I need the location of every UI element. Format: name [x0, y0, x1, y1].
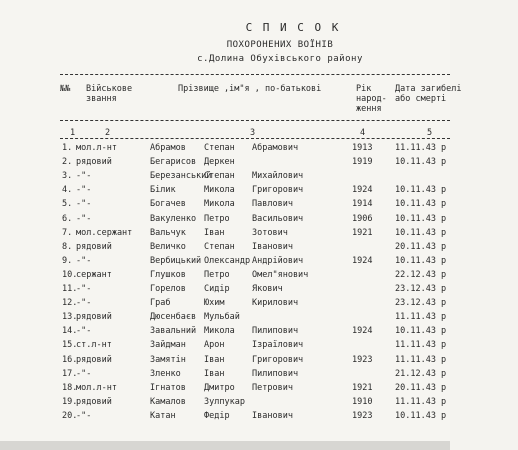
header-bottom-rule: [60, 138, 450, 139]
rank-cell: сержант: [76, 269, 112, 280]
rank-cell: рядовий: [76, 354, 112, 365]
birth-year-cell: 1914: [352, 199, 373, 210]
column-no-header: №№: [60, 84, 71, 94]
surname-cell: Завальний: [150, 326, 197, 337]
rank-cell: мол.сержант: [76, 227, 133, 238]
document-subtitle-2: с.Долина Обухівського району: [197, 54, 363, 64]
surname-cell: Вербицький: [150, 255, 202, 266]
surname-cell: Абрамов: [150, 143, 186, 153]
row-number: 7.: [62, 227, 73, 238]
patronymic-cell: Кирилович: [252, 298, 299, 309]
table-row: [62, 397, 452, 411]
rank-cell: мол.л-нт: [76, 382, 117, 393]
patronymic-cell: Зотович: [252, 227, 288, 238]
surname-cell: Ігнатов: [150, 382, 186, 393]
first-name-cell: Микола: [204, 199, 235, 210]
patronymic-cell: Омел"янович: [252, 269, 309, 280]
rank-cell: -"-: [76, 326, 92, 337]
table-row: [62, 383, 452, 397]
row-number: 4.: [62, 185, 73, 196]
surname-cell: Зайдман: [150, 340, 186, 351]
rank-cell: -"-: [76, 185, 92, 196]
patronymic-cell: Пилипович: [252, 368, 299, 379]
birth-year-cell: 1913: [352, 143, 373, 153]
first-name-cell: Микола: [204, 185, 235, 196]
birth-year-cell: 1923: [352, 410, 373, 421]
row-number: 10.: [62, 269, 78, 280]
birth-year-cell: 1924: [352, 185, 373, 196]
death-date-cell: 23.12.43 р: [395, 298, 447, 309]
birth-year-cell: 1921: [352, 227, 373, 238]
surname-cell: Дюсенбаєв: [150, 312, 197, 323]
surname-cell: Камалов: [150, 396, 186, 407]
patronymic-cell: Павлович: [252, 199, 293, 210]
rank-cell: рядовий: [76, 157, 112, 168]
rank-cell: мол.л-нт: [76, 143, 117, 153]
table-row: [62, 369, 452, 383]
table-row: [62, 256, 452, 270]
rank-cell: ст.л-нт: [76, 340, 112, 351]
row-number: 8.: [62, 241, 73, 252]
rank-cell: -"-: [76, 213, 92, 224]
column-number-3: 3: [250, 128, 256, 138]
rank-cell: рядовий: [76, 241, 112, 252]
patronymic-cell: Ізраїлович: [252, 340, 304, 351]
death-date-cell: 11.11.43 р: [395, 340, 447, 351]
first-name-cell: Федір: [204, 410, 230, 421]
table-row: [62, 312, 452, 326]
first-name-cell: Степан: [204, 171, 235, 182]
rank-cell: рядовий: [76, 396, 112, 407]
row-number: 11.: [62, 284, 78, 294]
column-number-1: 1: [70, 128, 76, 138]
surname-cell: Глушков: [150, 269, 186, 280]
rank-cell: -"-: [76, 199, 92, 210]
rank-cell: -"-: [76, 368, 92, 379]
patronymic-cell: Якович: [252, 284, 283, 294]
rank-cell: -"-: [76, 171, 92, 182]
column-date-header: Дата загибелі або смерті: [395, 84, 462, 104]
death-date-cell: 11.11.43 р: [395, 396, 447, 407]
table-row: [62, 143, 452, 157]
table-row: [62, 171, 452, 185]
birth-year-cell: 1906: [352, 213, 373, 224]
table-row: [62, 284, 452, 298]
death-date-cell: 10.11.43 р: [395, 410, 447, 421]
death-date-cell: 10.11.43 р: [395, 185, 447, 196]
birth-year-cell: 1910: [352, 396, 373, 407]
patronymic-cell: Григорович: [252, 185, 304, 196]
rank-cell: -"-: [76, 284, 92, 294]
death-date-cell: 10.11.43 р: [395, 227, 447, 238]
table-row: [62, 185, 452, 199]
death-date-cell: 10.11.43 р: [395, 326, 447, 337]
surname-cell: Богачев: [150, 199, 186, 210]
first-name-cell: Зулпукар: [204, 396, 245, 407]
row-number: 12.: [62, 298, 78, 309]
birth-year-cell: 1924: [352, 326, 373, 337]
first-name-cell: Олександр: [204, 255, 251, 266]
table-row: [62, 228, 452, 242]
death-date-cell: 10.11.43 р: [395, 157, 447, 168]
surname-cell: Горелов: [150, 284, 186, 294]
rank-cell: -"-: [76, 410, 92, 421]
patronymic-cell: Андрійович: [252, 255, 304, 266]
column-number-4: 4: [360, 128, 366, 138]
table-row: [62, 214, 452, 228]
scan-bottom-edge: [0, 441, 450, 450]
table-row: [62, 270, 452, 284]
surname-cell: Граб: [150, 298, 171, 309]
death-date-cell: 20.11.43 р: [395, 382, 447, 393]
row-number: 14.: [62, 326, 78, 337]
birth-year-cell: 1919: [352, 157, 373, 168]
first-name-cell: Юхим: [204, 298, 225, 309]
row-number: 5.: [62, 199, 73, 210]
document-title: С П И С О К: [245, 21, 341, 34]
surname-cell: Березанський: [150, 171, 212, 182]
first-name-cell: Петро: [204, 213, 230, 224]
death-date-cell: 10.11.43 р: [395, 255, 447, 266]
death-date-cell: 21.12.43 р: [395, 368, 447, 379]
column-name-header: Прізвище ,ім"я , по-батькові: [178, 84, 322, 94]
row-number: 17.: [62, 368, 78, 379]
column-number-5: 5: [427, 128, 433, 138]
rank-cell: -"-: [76, 255, 92, 266]
surname-cell: Білик: [150, 185, 176, 196]
death-date-cell: 23.12.43 р: [395, 284, 447, 294]
surname-cell: Бегарисов: [150, 157, 197, 168]
row-number: 9.: [62, 255, 73, 266]
death-date-cell: 10.11.43 р: [395, 213, 447, 224]
patronymic-cell: Васильович: [252, 213, 304, 224]
table-row: [62, 411, 452, 425]
first-name-cell: Петро: [204, 269, 230, 280]
patronymic-cell: Абрамович: [252, 143, 299, 153]
first-name-cell: Степан: [204, 241, 235, 252]
header-top-rule: [60, 74, 450, 75]
row-number: 2.: [62, 157, 73, 168]
birth-year-cell: 1923: [352, 354, 373, 365]
table-row: [62, 326, 452, 340]
death-date-cell: 11.11.43 р: [395, 143, 447, 153]
column-year-header: Рік народ- ження: [356, 84, 387, 114]
death-date-cell: 11.11.43 р: [395, 312, 447, 323]
document-subtitle-1: ПОХОРОНЕНИХ ВОЇНІВ: [226, 40, 334, 50]
death-date-cell: 20.11.43 р: [395, 241, 447, 252]
patronymic-cell: Григорович: [252, 354, 304, 365]
header-middle-rule: [60, 120, 450, 121]
first-name-cell: Арон: [204, 340, 225, 351]
table-row: [62, 340, 452, 354]
first-name-cell: Степан: [204, 143, 235, 153]
table-row: [62, 298, 452, 312]
table-row: [62, 242, 452, 256]
first-name-cell: Іван: [204, 354, 225, 365]
death-date-cell: 22.12.43 р: [395, 269, 447, 280]
column-rank-header: Військове звання: [86, 84, 133, 104]
row-number: 18.: [62, 382, 78, 393]
table-row: [62, 355, 452, 369]
row-number: 13.: [62, 312, 78, 323]
surname-cell: Вальчук: [150, 227, 186, 238]
table-row: [62, 199, 452, 213]
surname-cell: Катан: [150, 410, 176, 421]
first-name-cell: Микола: [204, 326, 235, 337]
row-number: 20.: [62, 410, 78, 421]
rank-cell: -"-: [76, 298, 92, 309]
first-name-cell: Іван: [204, 368, 225, 379]
patronymic-cell: Пилипович: [252, 326, 299, 337]
surname-cell: Замятін: [150, 354, 186, 365]
surname-cell: Величко: [150, 241, 186, 252]
column-number-2: 2: [105, 128, 111, 138]
first-name-cell: Дмитро: [204, 382, 235, 393]
row-number: 6.: [62, 213, 73, 224]
first-name-cell: Сидір: [204, 284, 230, 294]
first-name-cell: Деркен: [204, 157, 235, 168]
table-row: [62, 157, 452, 171]
first-name-cell: Мульбай: [204, 312, 240, 323]
patronymic-cell: Іванович: [252, 241, 293, 252]
surname-cell: Зленко: [150, 368, 181, 379]
death-date-cell: 11.11.43 р: [395, 354, 447, 365]
row-number: 19.: [62, 396, 78, 407]
row-number: 16.: [62, 354, 78, 365]
first-name-cell: Іван: [204, 227, 225, 238]
birth-year-cell: 1921: [352, 382, 373, 393]
death-date-cell: 10.11.43 р: [395, 199, 447, 210]
surname-cell: Вакуленко: [150, 213, 197, 224]
row-number: 3.: [62, 171, 73, 182]
patronymic-cell: Михайлович: [252, 171, 304, 182]
row-number: 15.: [62, 340, 78, 351]
row-number: 1.: [62, 143, 73, 153]
rank-cell: рядовий: [76, 312, 112, 323]
patronymic-cell: Іванович: [252, 410, 293, 421]
birth-year-cell: 1924: [352, 255, 373, 266]
patronymic-cell: Петрович: [252, 382, 293, 393]
